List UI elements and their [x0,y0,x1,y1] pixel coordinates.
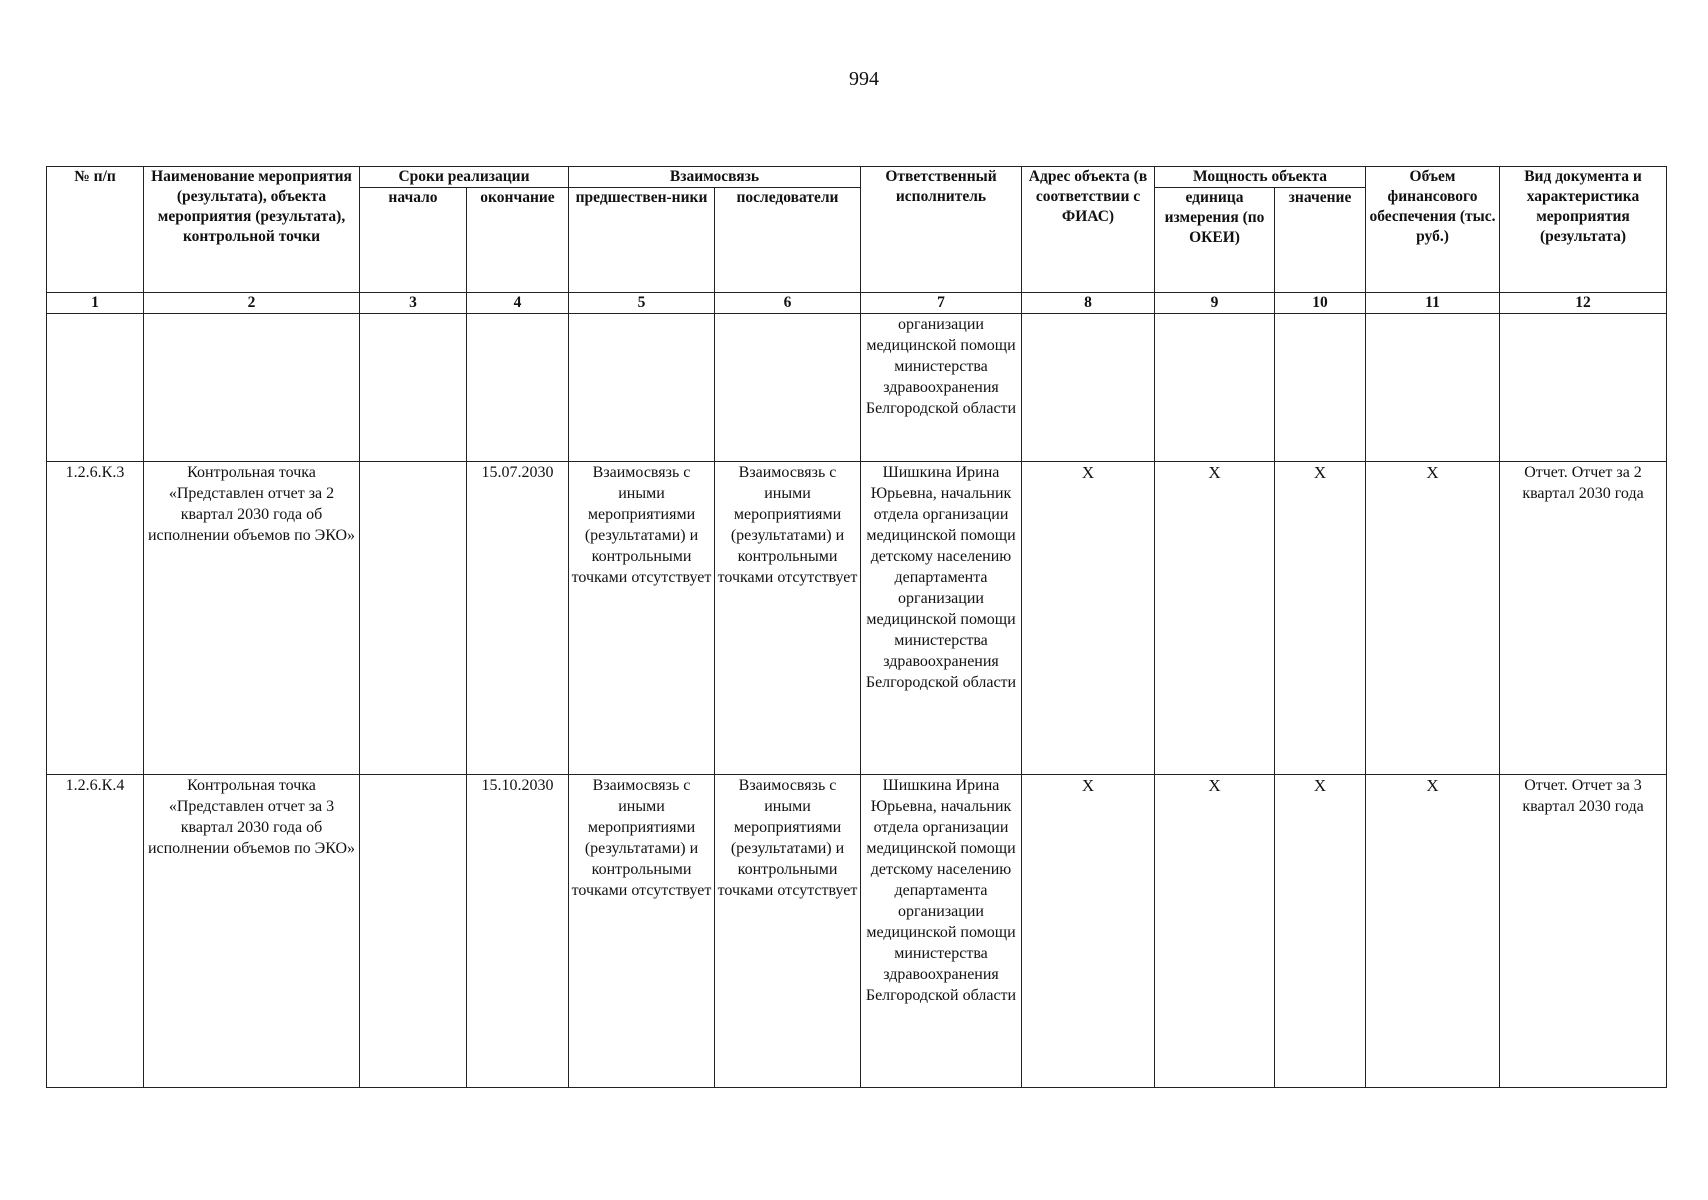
header-address: Адрес объекта (в соответствии с ФИАС) [1022,167,1155,293]
column-number: 12 [1500,293,1667,314]
header-num: № п/п [47,167,144,293]
column-number: 5 [569,293,715,314]
name-cell: Контрольная точка «Представлен отчет за 2 квартал 2030 года об исполнении объемов по ЭКО» [144,462,360,775]
end-cell: 15.10.2030 [467,775,569,1088]
table-cell [1366,314,1500,462]
header-row-1 [47,167,1667,188]
plan-table [46,166,1667,1088]
address-cell: X [1022,775,1155,1088]
end-cell: 15.07.2030 [467,462,569,775]
start-cell [360,462,467,775]
start-cell [360,775,467,1088]
column-number: 1 [47,293,144,314]
header-end: окончание [467,188,569,293]
table-cell [1500,314,1667,462]
column-number: 11 [1366,293,1500,314]
header-doc: Вид документа и характеристика мероприятия (результата) [1500,167,1667,293]
header-successors: последователи [715,188,861,293]
header-predecessors: предшествен-ники [569,188,715,293]
funding-cell: X [1366,775,1500,1088]
value-cell: X [1275,462,1366,775]
table-row [47,462,1667,775]
responsible-cell: Шишкина Ирина Юрьевна, начальник отдела организации медицинской помощи детскому населению департамента организации медицинской помощи министерства здравоохранения Белгородской области [861,775,1022,1088]
num-cell: 1.2.6.К.3 [47,462,144,775]
doc-cell: Отчет. Отчет за 2 квартал 2030 года [1500,462,1667,775]
unit-cell: X [1155,775,1275,1088]
num-cell: 1.2.6.К.4 [47,775,144,1088]
header-capacity: Мощность объекта [1155,167,1366,188]
table-cell [360,314,467,462]
header-funding: Объем финансового обеспечения (тыс. руб.) [1366,167,1500,293]
name-cell: Контрольная точка «Представлен отчет за 3 квартал 2030 года об исполнении объемов по ЭКО» [144,775,360,1088]
responsible-cell: Шишкина Ирина Юрьевна, начальник отдела организации медицинской помощи детскому населению департамента организации медицинской помощи министерства здравоохранения Белгородской области [861,462,1022,775]
column-number: 10 [1275,293,1366,314]
table-cell [1155,314,1275,462]
header-value: значение [1275,188,1366,293]
continuation-row [47,314,1667,462]
header-terms: Сроки реализации [360,167,569,188]
page-number: 994 [849,68,879,90]
value-cell: X [1275,775,1366,1088]
table-cell [569,314,715,462]
table-cell [144,314,360,462]
funding-cell: X [1366,462,1500,775]
column-number: 6 [715,293,861,314]
column-number: 3 [360,293,467,314]
column-number: 4 [467,293,569,314]
table-cell [715,314,861,462]
table-cell [1022,314,1155,462]
column-number: 8 [1022,293,1155,314]
header-start: начало [360,188,467,293]
table-cell [467,314,569,462]
column-number-row [47,293,1667,314]
table-cell [1275,314,1366,462]
table-row [47,775,1667,1088]
header-responsible: Ответственный исполнитель [861,167,1022,293]
address-cell: X [1022,462,1155,775]
column-number: 2 [144,293,360,314]
predecessors-cell: Взаимосвязь с иными мероприятиями (результатами) и контрольными точками отсутствует [569,775,715,1088]
unit-cell: X [1155,462,1275,775]
responsible-cell: организации медицинской помощи министерства здравоохранения Белгородской области [861,314,1022,462]
column-number: 9 [1155,293,1275,314]
column-number: 7 [861,293,1022,314]
successors-cell: Взаимосвязь с иными мероприятиями (результатами) и контрольными точками отсутствует [715,462,861,775]
header-unit: единица измерения (по ОКЕИ) [1155,188,1275,293]
table-cell [47,314,144,462]
successors-cell: Взаимосвязь с иными мероприятиями (результатами) и контрольными точками отсутствует [715,775,861,1088]
predecessors-cell: Взаимосвязь с иными мероприятиями (результатами) и контрольными точками отсутствует [569,462,715,775]
header-name: Наименование мероприятия (результата), объекта мероприятия (результата), контрольной точки [144,167,360,293]
doc-cell: Отчет. Отчет за 3 квартал 2030 года [1500,775,1667,1088]
header-link: Взаимосвязь [569,167,861,188]
